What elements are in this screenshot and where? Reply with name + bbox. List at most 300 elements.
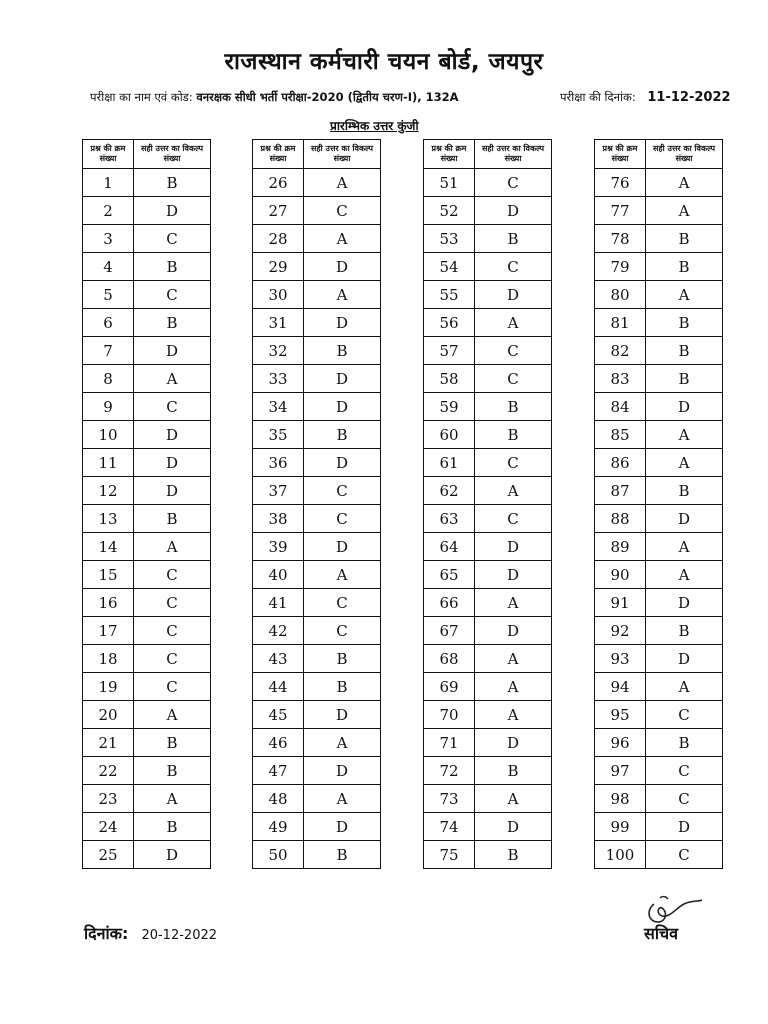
question-number: 37 xyxy=(253,477,304,505)
answer-row xyxy=(253,561,381,589)
answer-row xyxy=(424,673,552,701)
answer-row xyxy=(595,225,723,253)
answer-table-2 xyxy=(252,139,381,869)
answer-option: C xyxy=(134,673,211,701)
answer-option: C xyxy=(475,505,552,533)
question-number: 89 xyxy=(595,533,646,561)
answer-row xyxy=(424,169,552,197)
answer-option: A xyxy=(475,701,552,729)
exam-date-info xyxy=(560,90,731,105)
correct-option-header: सही उत्तर का विकल्प संख्या xyxy=(304,140,381,169)
answer-option: B xyxy=(134,253,211,281)
question-number: 95 xyxy=(595,701,646,729)
answer-row xyxy=(83,533,211,561)
answer-option: D xyxy=(304,365,381,393)
answer-row xyxy=(424,281,552,309)
answer-row xyxy=(83,225,211,253)
answer-row xyxy=(595,561,723,589)
answer-option: B xyxy=(134,729,211,757)
answer-option: D xyxy=(646,589,723,617)
answer-option: C xyxy=(304,589,381,617)
question-number: 53 xyxy=(424,225,475,253)
answer-row xyxy=(595,757,723,785)
question-number: 49 xyxy=(253,813,304,841)
answer-row xyxy=(595,841,723,869)
answer-option: D xyxy=(475,813,552,841)
answer-row xyxy=(595,617,723,645)
answer-option: C xyxy=(134,617,211,645)
question-number: 33 xyxy=(253,365,304,393)
answer-row xyxy=(595,729,723,757)
answer-row xyxy=(253,365,381,393)
answer-row xyxy=(424,393,552,421)
answer-row xyxy=(83,281,211,309)
answer-table-1 xyxy=(82,139,211,869)
answer-option: B xyxy=(646,309,723,337)
answer-option: A xyxy=(646,169,723,197)
answer-row xyxy=(595,281,723,309)
answer-row xyxy=(83,309,211,337)
question-number: 71 xyxy=(424,729,475,757)
answer-option: A xyxy=(475,645,552,673)
answer-row xyxy=(253,645,381,673)
answer-option: C xyxy=(475,253,552,281)
answer-row xyxy=(253,841,381,869)
question-number: 83 xyxy=(595,365,646,393)
answer-option: A xyxy=(304,225,381,253)
answer-row xyxy=(595,309,723,337)
page-title: राजस्थान कर्मचारी चयन बोर्ड, जयपुर xyxy=(224,49,544,75)
question-number: 100 xyxy=(595,841,646,869)
answer-row xyxy=(253,225,381,253)
question-number: 57 xyxy=(424,337,475,365)
answer-option: A xyxy=(134,701,211,729)
answer-row xyxy=(253,449,381,477)
question-number: 46 xyxy=(253,729,304,757)
question-number: 34 xyxy=(253,393,304,421)
answer-row xyxy=(424,757,552,785)
question-number: 39 xyxy=(253,533,304,561)
answer-row xyxy=(424,365,552,393)
question-number: 66 xyxy=(424,589,475,617)
answer-option: D xyxy=(475,533,552,561)
answer-row xyxy=(83,421,211,449)
question-number: 52 xyxy=(424,197,475,225)
answer-option: B xyxy=(134,309,211,337)
answer-option: B xyxy=(134,757,211,785)
question-number: 20 xyxy=(83,701,134,729)
answer-row xyxy=(83,785,211,813)
answer-row xyxy=(83,505,211,533)
answer-option: D xyxy=(134,477,211,505)
answer-option: D xyxy=(134,449,211,477)
answer-option: C xyxy=(646,785,723,813)
answer-option: B xyxy=(646,365,723,393)
answer-option: C xyxy=(646,841,723,869)
answer-option: A xyxy=(304,281,381,309)
question-number: 64 xyxy=(424,533,475,561)
answer-option: C xyxy=(304,617,381,645)
answer-option: A xyxy=(646,673,723,701)
issue-date-label: दिनांक: xyxy=(84,924,129,943)
question-number: 29 xyxy=(253,253,304,281)
question-number: 14 xyxy=(83,533,134,561)
answer-row xyxy=(424,337,552,365)
question-number: 87 xyxy=(595,477,646,505)
answer-option: B xyxy=(304,421,381,449)
exam-info xyxy=(90,90,459,105)
answer-option: C xyxy=(134,645,211,673)
exam-date-label: परीक्षा की दिनांक: xyxy=(560,90,636,104)
question-number: 56 xyxy=(424,309,475,337)
question-number: 65 xyxy=(424,561,475,589)
question-number: 60 xyxy=(424,421,475,449)
issue-date xyxy=(84,922,217,944)
answer-option: D xyxy=(134,841,211,869)
answer-option: C xyxy=(475,449,552,477)
answer-row xyxy=(83,393,211,421)
question-number: 92 xyxy=(595,617,646,645)
correct-option-header: सही उत्तर का विकल्प संख्या xyxy=(475,140,552,169)
answer-row xyxy=(253,477,381,505)
answer-row xyxy=(424,561,552,589)
question-number: 58 xyxy=(424,365,475,393)
answer-row xyxy=(424,197,552,225)
answer-option: C xyxy=(304,505,381,533)
answer-option: A xyxy=(304,169,381,197)
question-number: 36 xyxy=(253,449,304,477)
answer-row xyxy=(595,505,723,533)
answer-option: A xyxy=(304,785,381,813)
answer-row xyxy=(253,309,381,337)
answer-option: B xyxy=(646,729,723,757)
answer-option: D xyxy=(304,253,381,281)
answer-option: C xyxy=(134,281,211,309)
answer-row xyxy=(424,813,552,841)
answer-option: C xyxy=(646,757,723,785)
answer-option: A xyxy=(646,449,723,477)
answer-option: C xyxy=(304,477,381,505)
answer-row xyxy=(253,589,381,617)
exam-date: 11-12-2022 xyxy=(647,90,731,105)
question-number: 50 xyxy=(253,841,304,869)
answer-row xyxy=(83,729,211,757)
answer-row xyxy=(595,477,723,505)
answer-row xyxy=(83,253,211,281)
answer-row xyxy=(424,309,552,337)
answer-option: D xyxy=(475,617,552,645)
answer-table-4 xyxy=(594,139,723,869)
answer-row xyxy=(83,813,211,841)
answer-row xyxy=(83,589,211,617)
issue-date-value: 20-12-2022 xyxy=(141,928,218,943)
exam-name: वनरक्षक सीधी भर्ती परीक्षा-2020 (द्वितीय चरण-I), 132A xyxy=(196,90,459,104)
answer-row xyxy=(83,673,211,701)
answer-row xyxy=(83,645,211,673)
answer-row xyxy=(253,729,381,757)
question-number: 28 xyxy=(253,225,304,253)
answer-option: B xyxy=(475,225,552,253)
answer-option: D xyxy=(304,533,381,561)
question-number: 16 xyxy=(83,589,134,617)
answer-row xyxy=(424,701,552,729)
question-number: 61 xyxy=(424,449,475,477)
answer-row xyxy=(424,729,552,757)
answer-row xyxy=(253,197,381,225)
answer-row xyxy=(424,477,552,505)
answer-row xyxy=(253,813,381,841)
question-number: 97 xyxy=(595,757,646,785)
answer-row xyxy=(424,617,552,645)
question-number: 15 xyxy=(83,561,134,589)
answer-row xyxy=(424,841,552,869)
answer-row xyxy=(83,169,211,197)
answer-row xyxy=(83,449,211,477)
answer-row xyxy=(253,533,381,561)
question-number: 77 xyxy=(595,197,646,225)
question-number: 70 xyxy=(424,701,475,729)
question-number: 48 xyxy=(253,785,304,813)
question-number: 69 xyxy=(424,673,475,701)
exam-label: परीक्षा का नाम एवं कोड: xyxy=(90,90,193,104)
answer-option: D xyxy=(475,197,552,225)
answer-option: B xyxy=(134,169,211,197)
question-number: 93 xyxy=(595,645,646,673)
question-number: 31 xyxy=(253,309,304,337)
question-number: 85 xyxy=(595,421,646,449)
answer-option: C xyxy=(646,701,723,729)
question-number: 91 xyxy=(595,589,646,617)
answer-row xyxy=(595,421,723,449)
question-number: 25 xyxy=(83,841,134,869)
question-number: 81 xyxy=(595,309,646,337)
answer-row xyxy=(595,169,723,197)
question-number: 17 xyxy=(83,617,134,645)
answer-option: A xyxy=(475,673,552,701)
answer-option: B xyxy=(475,393,552,421)
answer-option: D xyxy=(304,701,381,729)
answer-option: B xyxy=(646,253,723,281)
answer-option: A xyxy=(134,785,211,813)
answer-row xyxy=(253,673,381,701)
question-number: 98 xyxy=(595,785,646,813)
answer-row xyxy=(253,785,381,813)
question-number: 9 xyxy=(83,393,134,421)
answer-row xyxy=(253,337,381,365)
answer-row xyxy=(253,253,381,281)
question-number: 67 xyxy=(424,617,475,645)
question-number: 19 xyxy=(83,673,134,701)
question-number: 54 xyxy=(424,253,475,281)
question-number: 38 xyxy=(253,505,304,533)
answer-row xyxy=(253,421,381,449)
answer-option: A xyxy=(646,197,723,225)
question-number: 42 xyxy=(253,617,304,645)
question-number: 78 xyxy=(595,225,646,253)
question-number: 72 xyxy=(424,757,475,785)
answer-option: B xyxy=(134,813,211,841)
question-number: 80 xyxy=(595,281,646,309)
answer-option: A xyxy=(134,533,211,561)
answer-option: D xyxy=(475,561,552,589)
answer-row xyxy=(595,673,723,701)
answer-option: B xyxy=(646,225,723,253)
question-number: 43 xyxy=(253,645,304,673)
question-number: 6 xyxy=(83,309,134,337)
question-number: 18 xyxy=(83,645,134,673)
answer-row xyxy=(424,449,552,477)
answer-option: A xyxy=(304,561,381,589)
answer-row xyxy=(83,561,211,589)
answer-option: A xyxy=(475,477,552,505)
answer-option: B xyxy=(304,645,381,673)
answer-option: B xyxy=(134,505,211,533)
answer-row xyxy=(424,421,552,449)
question-number: 45 xyxy=(253,701,304,729)
answer-option: C xyxy=(475,337,552,365)
answer-option: C xyxy=(134,561,211,589)
answer-row xyxy=(83,757,211,785)
question-number: 75 xyxy=(424,841,475,869)
question-number: 5 xyxy=(83,281,134,309)
question-number: 68 xyxy=(424,645,475,673)
question-number: 7 xyxy=(83,337,134,365)
answer-option: A xyxy=(646,533,723,561)
question-no-header: प्रश्न की क्रम संख्या xyxy=(595,140,646,169)
answer-row xyxy=(595,197,723,225)
question-number: 55 xyxy=(424,281,475,309)
answer-row xyxy=(424,785,552,813)
answer-option: D xyxy=(304,309,381,337)
answer-option: D xyxy=(646,393,723,421)
answer-option: B xyxy=(475,421,552,449)
question-number: 12 xyxy=(83,477,134,505)
answer-option: B xyxy=(646,337,723,365)
question-number: 4 xyxy=(83,253,134,281)
answer-option: A xyxy=(134,365,211,393)
answer-row xyxy=(253,393,381,421)
answer-table-3 xyxy=(423,139,552,869)
question-number: 1 xyxy=(83,169,134,197)
question-number: 63 xyxy=(424,505,475,533)
answer-option: A xyxy=(646,561,723,589)
answer-row xyxy=(424,533,552,561)
answer-row xyxy=(424,645,552,673)
answer-option: A xyxy=(475,309,552,337)
answer-row xyxy=(595,337,723,365)
answer-option: C xyxy=(475,169,552,197)
answer-row xyxy=(595,813,723,841)
answer-option: C xyxy=(304,197,381,225)
answer-row xyxy=(424,505,552,533)
answer-option: D xyxy=(475,281,552,309)
question-number: 90 xyxy=(595,561,646,589)
answer-option: C xyxy=(475,365,552,393)
answer-row xyxy=(83,197,211,225)
question-number: 94 xyxy=(595,673,646,701)
answer-option: A xyxy=(475,589,552,617)
answer-option: D xyxy=(304,449,381,477)
answer-option: D xyxy=(134,421,211,449)
answer-row xyxy=(595,645,723,673)
answer-option: C xyxy=(134,393,211,421)
question-number: 47 xyxy=(253,757,304,785)
question-number: 76 xyxy=(595,169,646,197)
answer-row xyxy=(424,589,552,617)
answer-row xyxy=(595,365,723,393)
answer-row xyxy=(595,393,723,421)
answer-option: D xyxy=(304,393,381,421)
question-number: 35 xyxy=(253,421,304,449)
question-number: 8 xyxy=(83,365,134,393)
answer-option: C xyxy=(134,225,211,253)
answer-option: D xyxy=(304,757,381,785)
question-number: 2 xyxy=(83,197,134,225)
answer-option: B xyxy=(475,757,552,785)
answer-option: C xyxy=(134,589,211,617)
answer-row xyxy=(595,785,723,813)
answer-key-subtitle: प्रारम्भिक उत्तर कुंजी xyxy=(330,119,419,133)
answer-option: D xyxy=(304,813,381,841)
answer-option: B xyxy=(475,841,552,869)
question-number: 41 xyxy=(253,589,304,617)
question-number: 22 xyxy=(83,757,134,785)
answer-row xyxy=(253,505,381,533)
answer-option: D xyxy=(134,197,211,225)
answer-row xyxy=(83,477,211,505)
answer-row xyxy=(253,617,381,645)
signatory-title: सचिव xyxy=(644,924,679,943)
answer-row xyxy=(83,337,211,365)
question-number: 73 xyxy=(424,785,475,813)
question-number: 74 xyxy=(424,813,475,841)
answer-option: B xyxy=(304,673,381,701)
answer-row xyxy=(595,701,723,729)
question-number: 40 xyxy=(253,561,304,589)
question-number: 84 xyxy=(595,393,646,421)
question-number: 10 xyxy=(83,421,134,449)
answer-row xyxy=(424,225,552,253)
answer-row xyxy=(253,757,381,785)
question-number: 13 xyxy=(83,505,134,533)
question-number: 51 xyxy=(424,169,475,197)
answer-row xyxy=(595,449,723,477)
question-number: 26 xyxy=(253,169,304,197)
answer-option: D xyxy=(646,813,723,841)
question-number: 21 xyxy=(83,729,134,757)
answer-row xyxy=(83,701,211,729)
correct-option-header: सही उत्तर का विकल्प संख्या xyxy=(646,140,723,169)
question-number: 82 xyxy=(595,337,646,365)
question-no-header: प्रश्न की क्रम संख्या xyxy=(83,140,134,169)
answer-row xyxy=(83,617,211,645)
answer-option: D xyxy=(646,645,723,673)
answer-option: B xyxy=(304,337,381,365)
question-number: 3 xyxy=(83,225,134,253)
question-number: 79 xyxy=(595,253,646,281)
answer-row xyxy=(253,169,381,197)
question-number: 44 xyxy=(253,673,304,701)
answer-row xyxy=(253,701,381,729)
answer-option: A xyxy=(304,729,381,757)
question-number: 32 xyxy=(253,337,304,365)
question-no-header: प्रश्न की क्रम संख्या xyxy=(253,140,304,169)
question-number: 86 xyxy=(595,449,646,477)
answer-option: D xyxy=(646,505,723,533)
question-no-header: प्रश्न की क्रम संख्या xyxy=(424,140,475,169)
answer-option: A xyxy=(646,281,723,309)
answer-row xyxy=(595,253,723,281)
